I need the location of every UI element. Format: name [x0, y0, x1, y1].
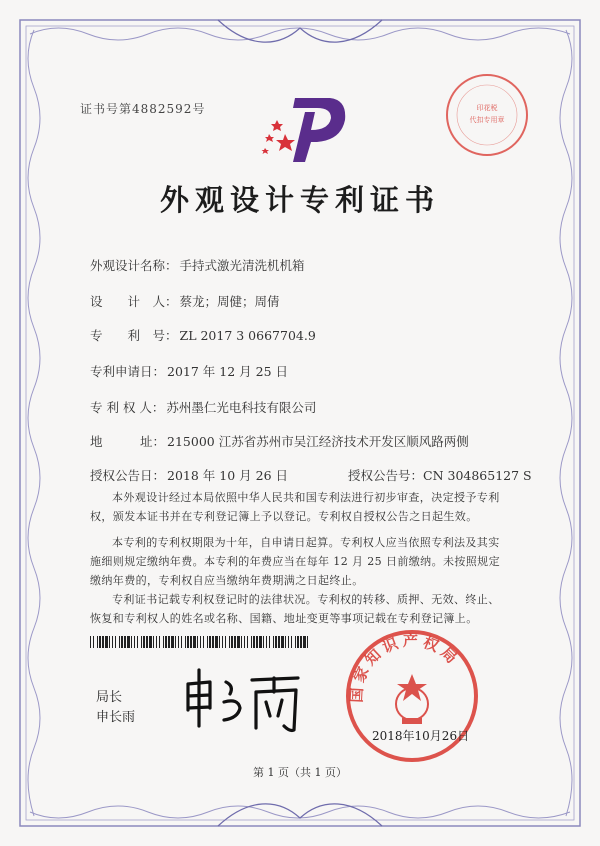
address-label: 地 址：: [90, 434, 166, 449]
grant-date-value: 2018 年 10 月 26 日: [167, 468, 289, 483]
address-value: 215000 江苏省苏州市吴江经济技术开发区顺风路两侧: [167, 434, 469, 449]
grant-number-label: 授权公告号：: [348, 468, 424, 483]
filing-date-label: 专利申请日：: [90, 364, 166, 379]
patent-number-row: [90, 326, 316, 344]
grant-number-value: CN 304865127 S: [423, 468, 532, 483]
svg-text:代扣专用章: 代扣专用章: [469, 116, 505, 124]
designer-label: 设 计 人：: [90, 294, 178, 309]
paragraph-legal-status: 专利证书记载专利权登记时的法律状况。专利权的转移、质押、无效、终止、恢复和专利权人的姓名或名称、国籍、地址变更等事项记载在专利登记簿上。: [90, 593, 500, 625]
design-name-label: 外观设计名称：: [90, 258, 178, 273]
page-footer: 第 1 页（共 1 页）: [253, 766, 347, 779]
page-title: 外观设计专利证书: [159, 183, 440, 217]
issue-date: 2018年10月26日: [372, 729, 470, 743]
design-name-row: [90, 256, 305, 274]
cnipa-logo-icon: [255, 90, 350, 165]
patentee-row: [90, 398, 316, 416]
cnipa-official-seal: [342, 626, 482, 766]
grant-date-row: [90, 466, 288, 484]
tax-seal-stamp: [442, 70, 532, 160]
designer-row: [90, 292, 280, 310]
patent-number-label: 专 利 号：: [90, 328, 178, 343]
filing-date-value: 2017 年 12 月 25 日: [167, 364, 289, 379]
svg-text:国家知识产权局: 国家知识产权局: [347, 631, 464, 704]
patent-number-value: ZL 2017 3 0667704.9: [179, 328, 316, 343]
filing-date-row: [90, 362, 288, 380]
design-name-value: 手持式激光清洗机机箱: [179, 258, 305, 273]
certificate-number: 证书号第4882592号: [80, 102, 206, 116]
handwritten-signature: [180, 662, 310, 742]
signatory-name: 申长雨: [96, 710, 136, 725]
paragraph-term-fees: 本专利的专利权期限为十年，自申请日起算。专利权人应当依照专利法及其实施细则规定缴纳年费。本专利的年费应当在每年 12 月 25 日前缴纳。未按照规定缴纳年费的，专利权自应当缴纳年费期满之日起终止。: [90, 536, 500, 587]
paragraph-grant-notice: 本外观设计经过本局依照中华人民共和国专利法进行初步审查，决定授予专利权，颁发本证书并在专利登记簿上予以登记。专利权自授权公告之日起生效。: [90, 491, 500, 523]
grant-number-row: [348, 466, 532, 484]
svg-text:印花税: 印花税: [476, 104, 498, 112]
grant-date-label: 授权公告日：: [90, 468, 166, 483]
patentee-label: 专 利 权 人：: [90, 400, 165, 415]
barcode: [90, 636, 310, 648]
designer-value: 蔡龙；周健；周倩: [179, 294, 280, 309]
signatory-title: 局长: [96, 690, 123, 705]
address-row: [90, 432, 469, 450]
patentee-value: 苏州墨仁光电科技有限公司: [166, 400, 317, 415]
